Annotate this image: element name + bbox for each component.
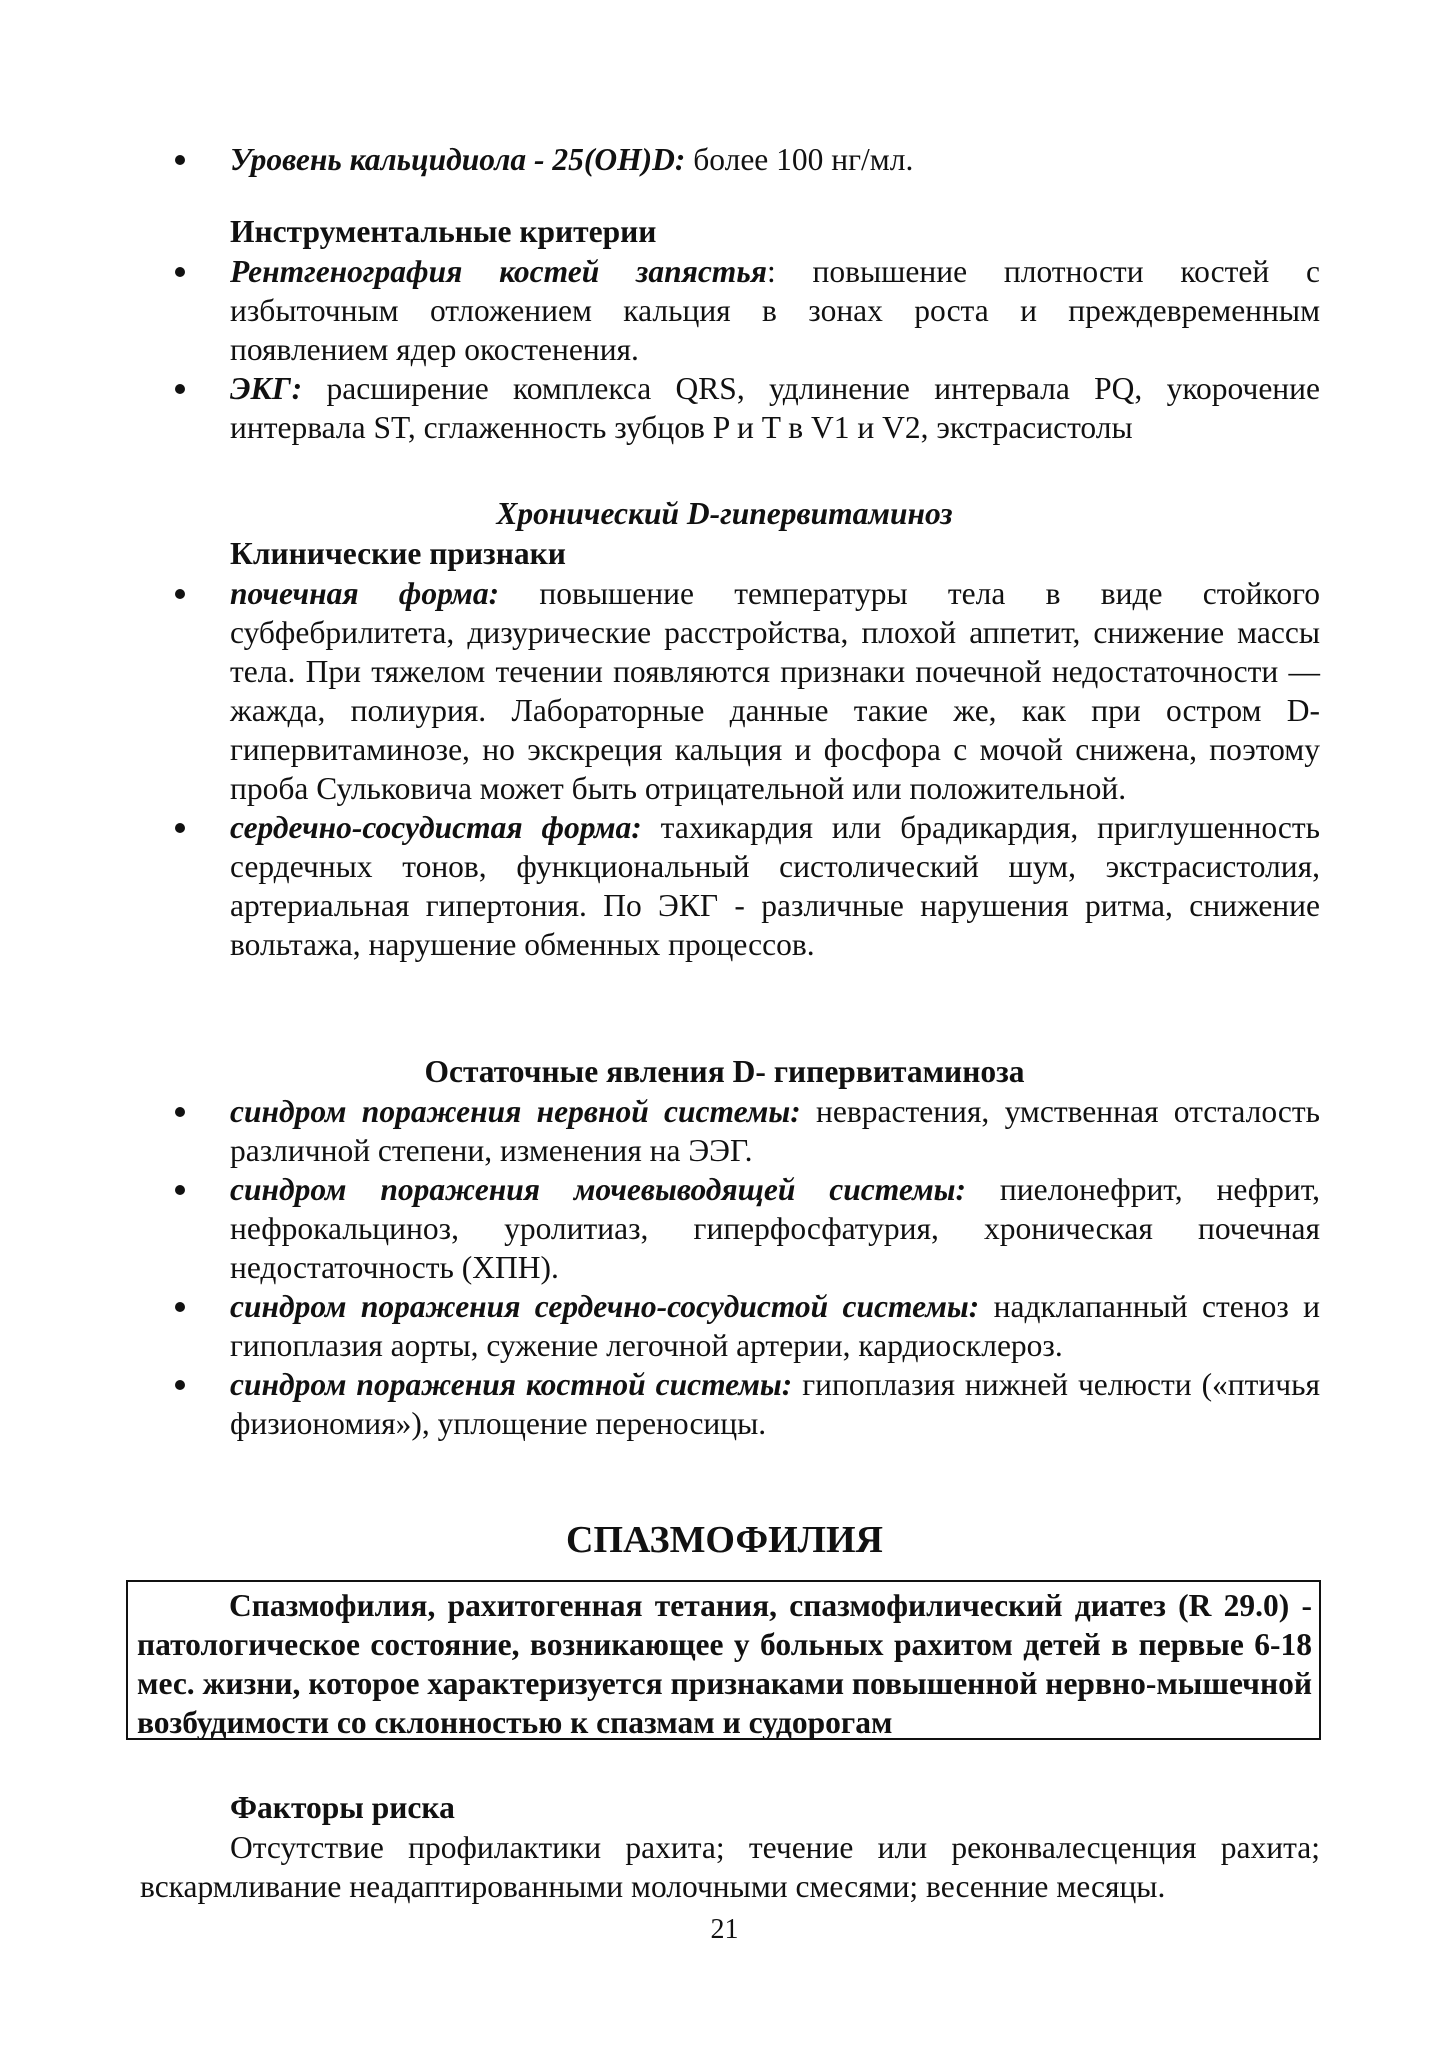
clinical-heading: Клинические признаки [230,536,566,571]
bullet-icon [175,1302,185,1312]
item-text: более 100 нг/мл. [685,142,914,177]
item-text: надклапанный стеноз и гипоплазия аорты, сужение легочной артерии, кардиосклероз. [230,1289,1320,1363]
item-text: тахикардия или брадикардия, приглушенность сердечных тонов, функциональный систолический шум, экстрасистолия, артериальная гипертония. По ЭКГ - различные нарушения ритма, снижение вольтажа, нарушение обменных процессов. [230,810,1321,962]
list-item [170,369,1320,447]
instrumental-heading: Инструментальные критерии [230,214,657,249]
list-item [170,252,1320,369]
risk-text: Отсутствие профилактики рахита; течение или реконвалесценция рахита; вскармливание неадаптированными молочными смесями; весенние месяцы. [140,1830,1320,1904]
item-term: ЭКГ: [230,371,303,406]
item-term: Уровень кальцидиола - 25(OH)D: [230,142,686,177]
bullet-icon [175,1185,185,1195]
item-term: синдром поражения нервной системы: [230,1094,801,1129]
chronic-title: Хронический D-гипервитаминоз [496,496,953,531]
list-item [170,574,1320,808]
item-term: синдром поражения мочевыводящей системы: [230,1172,966,1207]
item-text: неврастения, умственная отсталость различной степени, изменения на ЭЭГ. [230,1094,1320,1168]
residual-heading: Остаточные явления D- гипервитаминоза [424,1054,1025,1089]
list-item [170,1287,1320,1365]
bullet-icon [175,1107,185,1117]
page-number: 21 [710,1914,739,1945]
section-title: СПАЗМОФИЛИЯ [566,1519,883,1561]
item-text: расширение комплекса QRS, удлинение интервала PQ, укорочение интервала ST, сглаженность зубцов P и T в V1 и V2, экстрасистолы [230,371,1320,445]
instrumental-list [170,252,1320,447]
list-item [170,1365,1320,1443]
bullet-icon [175,823,185,833]
item-text: гипоплазия нижней челюсти («птичья физиономия»), уплощение переносицы. [230,1367,1320,1441]
item-term: почечная форма: [230,576,500,611]
list-item [170,1170,1320,1287]
list-item [170,808,1320,964]
item-term: Рентгенография костей запястья [230,254,767,289]
chronic-list [170,574,1320,964]
bullet-icon [175,155,185,165]
definition-text: Спазмофилия, рахитогенная тетания, спазмофилический диатез (R 29.0) - патологическое состояние, возникающее у больных рахитом детей в первые 6-18 мес. жизни, которое характеризуется признаками повышенной нервно-мышечной возбудимости со склонностью к спазмам и судорогам [137,1588,1312,1740]
item-term: синдром поражения сердечно-сосудистой системы: [230,1289,980,1324]
item-text: : повышение плотности костей с избыточным отложением кальция в зонах роста и преждевременным появлением ядер окостенения. [230,254,1320,367]
item-text: пиелонефрит, нефрит, нефрокальциноз, уролитиаз, гиперфосфатурия, хроническая почечная недостаточность (ХПН). [230,1172,1320,1285]
calcidiol-list [170,140,1320,179]
item-term: сердечно-сосудистая форма: [230,810,642,845]
residual-list [170,1092,1320,1443]
bullet-icon [175,267,185,277]
bullet-icon [175,384,185,394]
bullet-icon [175,589,185,599]
list-item [170,140,1320,179]
bullet-icon [175,1380,185,1390]
item-term: синдром поражения костной системы: [230,1367,793,1402]
risk-heading: Факторы риска [230,1790,455,1825]
item-text: повышение температуры тела в виде стойкого субфебрилитета, дизурические расстройства, плохой аппетит, снижение массы тела. При тяжелом течении появляются признаки почечной недостаточности — жажда, полиурия. Лабораторные данные такие же, как при остром D-гипервитаминозе, но экскреция кальция и фосфора с мочой снижена, поэтому проба Сульковича может быть отрицательной или положительной. [230,576,1320,806]
list-item [170,1092,1320,1170]
